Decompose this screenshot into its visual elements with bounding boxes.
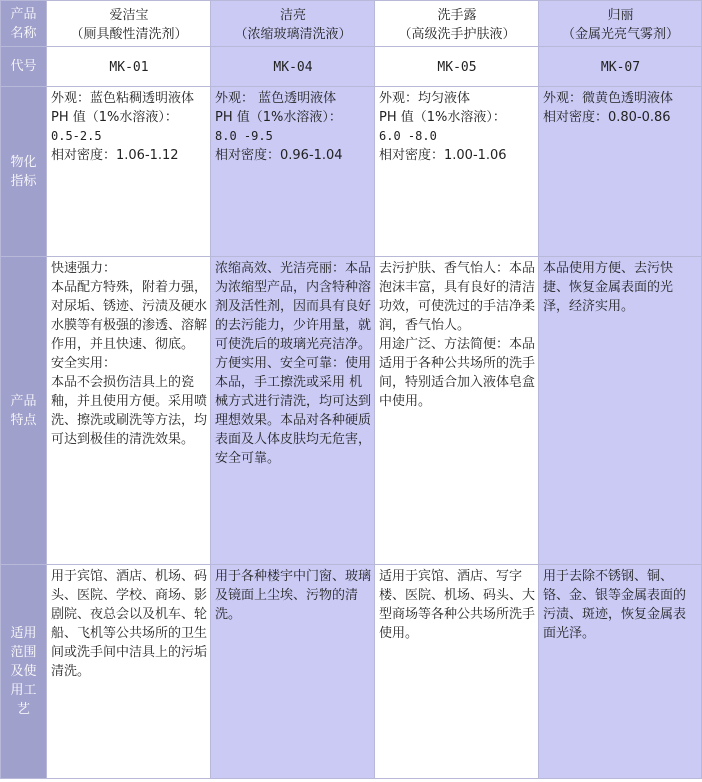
feature-text: 方便实用、安全可靠：使用本品，手工擦洗或采用 机械方式进行清洗，均可达到理想效果。本品对各种硬质表面及人体皮肤均无危害，安全可靠。 (215, 356, 372, 466)
physchem-cell (211, 87, 375, 257)
usage-cell: 用于去除不锈钢、铜、铬、金、银等金属表面的污渍、斑迹，恢复金属表面光泽。 (539, 565, 702, 779)
physchem-line: 8.0 -9.5 (215, 129, 273, 143)
feature-text: 浓缩高效、光洁亮丽：本品为浓缩型产品，内含特种溶剂及活性剂，因而具有良好的去污能力，少许用量，就可使洗后的玻璃光亮洁净。 (215, 261, 372, 352)
product-code: MK-04 (211, 47, 375, 87)
row-label-name: 产品名称 (1, 1, 47, 47)
usage-cell: 用于各种楼宇中门窗、玻璃及镜面上尘埃、污物的清洗。 (211, 565, 375, 779)
product-name: 归丽 (607, 7, 634, 23)
product-subtitle: （厕具酸性清洗剂） (70, 26, 188, 42)
features-cell (47, 257, 211, 565)
row-label-usage: 适用范围及使用工艺 (1, 565, 47, 779)
physchem-line: PH 值（1%水溶液）： (215, 110, 342, 125)
row-label-code: 代号 (1, 47, 47, 87)
feature-text: 本品不会损伤洁具上的瓷釉，并且使用方便。采用喷洗、擦洗或刷洗等方法，均可达到极佳的清洗效果。 (51, 375, 208, 447)
physchem-line: 6.0 -8.0 (379, 129, 437, 143)
product-code: MK-05 (375, 47, 539, 87)
product-subtitle: （金属光亮气雾剂） (561, 26, 679, 42)
physchem-line: 外观：均匀液体 (379, 91, 471, 106)
product-code: MK-01 (47, 47, 211, 87)
feature-text: 去污护肤、香气怡人：本品泡沫丰富，具有良好的清洁功效，可使洗过的手洁净柔润，香气怡人。 (379, 261, 536, 333)
product-subtitle: （高级洗手护肤液） (398, 26, 516, 42)
usage-cell: 适用于宾馆、酒店、写字楼、医院、机场、码头、大型商场等各种公共场所洗手使用。 (375, 565, 539, 779)
feature-text: 本品使用方便、去污快捷、恢复金属表面的光泽，经济实用。 (543, 261, 674, 314)
usage-row (1, 565, 702, 779)
physchem-line: 相对密度：1.06-1.12 (51, 148, 179, 163)
physchem-row (1, 87, 702, 257)
physchem-cell (47, 87, 211, 257)
product-subtitle: （浓缩玻璃清洗液） (234, 26, 352, 42)
product-code: MK-07 (539, 47, 702, 87)
product-name: 爱洁宝 (109, 7, 149, 23)
features-cell (375, 257, 539, 565)
feature-text: 用途广泛、方法简便：本品适用于各种公共场所的洗手间，特别适合加入液体皂盒中使用。 (379, 337, 536, 409)
feature-heading: 快速强力： (51, 261, 117, 276)
feature-text: 本品配方特殊，附着力强，对尿垢、锈迹、污渍及硬水水膜等有极强的渗透、溶解作用，并且快速、彻底。 (51, 280, 208, 352)
usage-cell: 用于宾馆、酒店、机场、码头、医院、学校、商场、影剧院、夜总会以及机车、轮船、飞机等公共场所的卫生间或洗手间中洁具上的污垢清洗。 (47, 565, 211, 779)
physchem-line: PH 值（1%水溶液）： (51, 110, 178, 125)
features-cell (211, 257, 375, 565)
physchem-cell (375, 87, 539, 257)
physchem-line: 外观：微黄色透明液体 (543, 91, 674, 106)
row-label-physchem: 物化指标 (1, 87, 47, 257)
physchem-line: 外观：蓝色粘稠透明液体 (51, 91, 195, 106)
features-row (1, 257, 702, 565)
name-row (1, 1, 702, 47)
product-name-cell (47, 1, 211, 47)
product-name-cell (375, 1, 539, 47)
product-name-cell (211, 1, 375, 47)
physchem-line: 0.5-2.5 (51, 129, 102, 143)
physchem-line: 相对密度：1.00-1.06 (379, 148, 507, 163)
product-name: 洁亮 (279, 7, 306, 23)
feature-heading: 安全实用： (51, 356, 117, 371)
physchem-line: 相对密度：0.96-1.04 (215, 148, 343, 163)
physchem-line: 相对密度：0.80-0.86 (543, 110, 671, 125)
physchem-line: 外观： 蓝色透明液体 (215, 91, 337, 106)
product-name: 洗手露 (437, 7, 477, 23)
product-name-cell (539, 1, 702, 47)
physchem-cell (539, 87, 702, 257)
code-row (1, 47, 702, 87)
features-cell (539, 257, 702, 565)
physchem-line: PH 值（1%水溶液）： (379, 110, 506, 125)
row-label-features: 产品特点 (1, 257, 47, 565)
